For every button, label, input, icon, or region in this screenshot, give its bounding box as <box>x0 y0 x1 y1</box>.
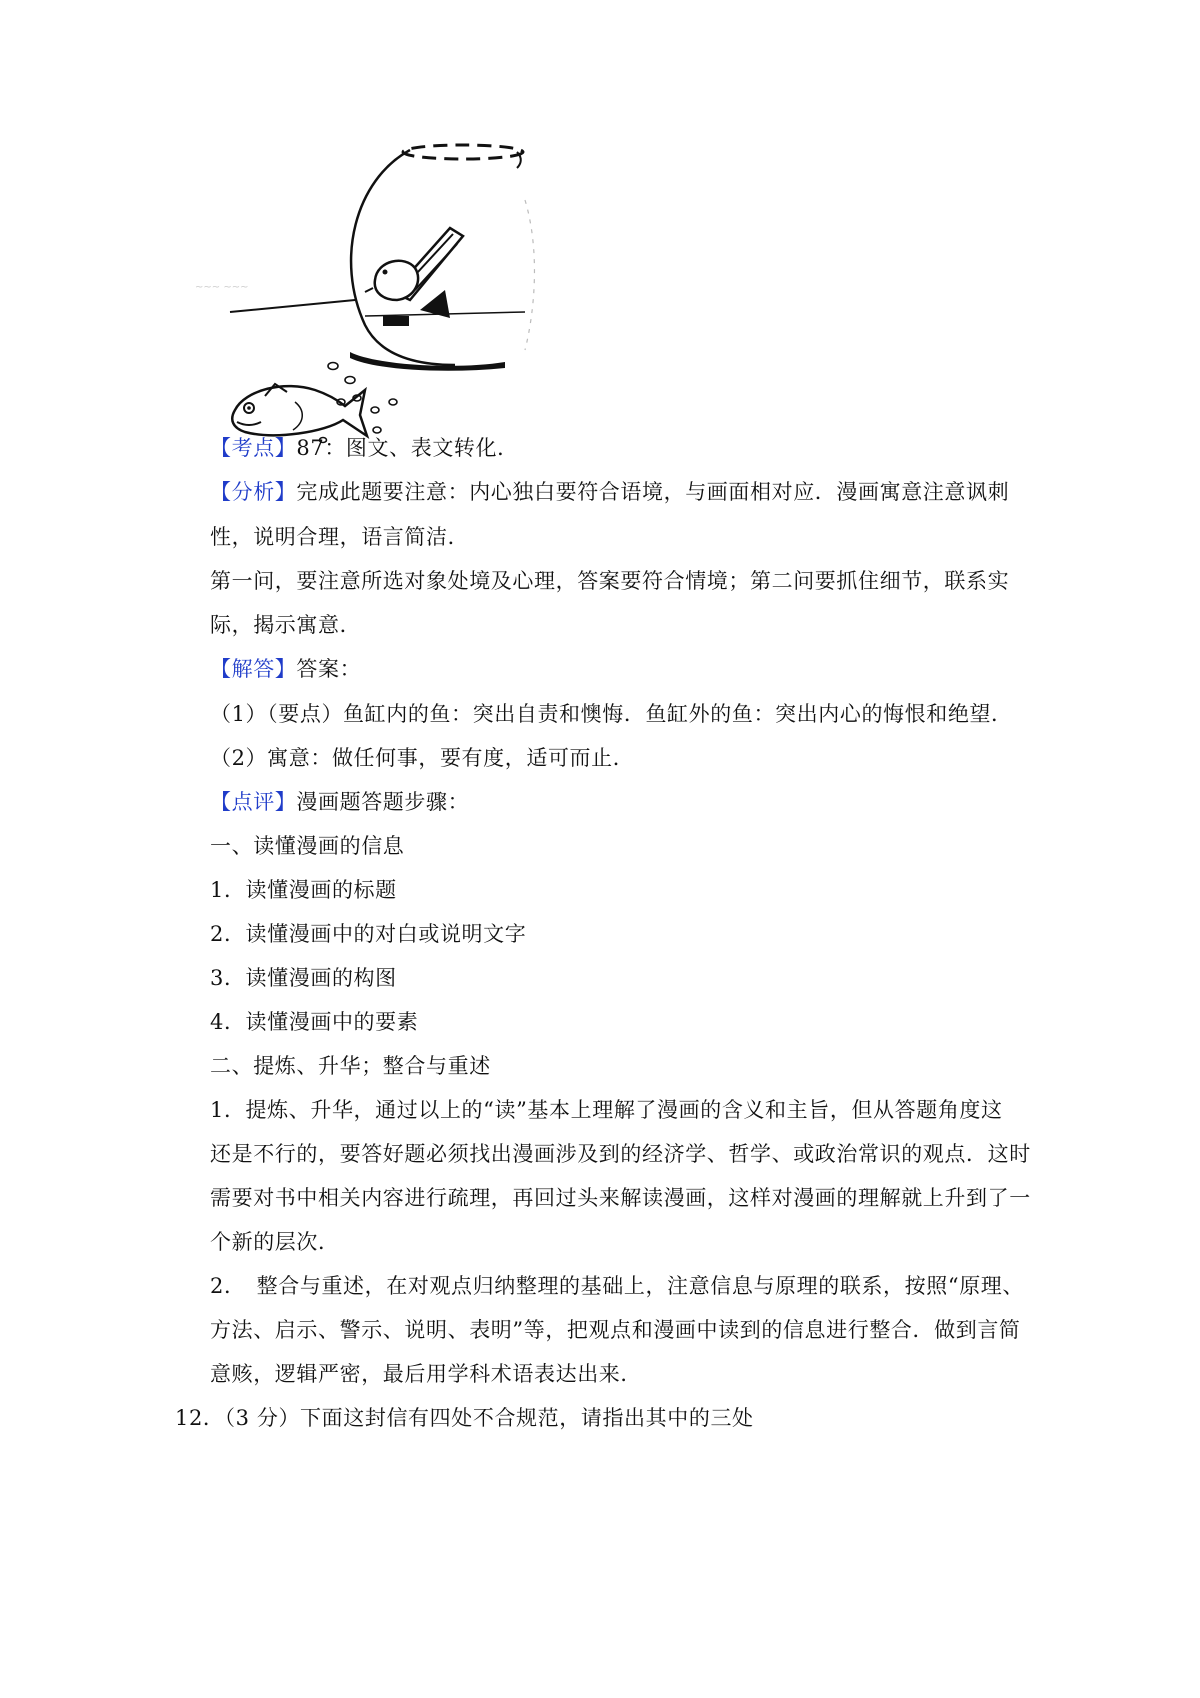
jieda-tag: 【解答】 <box>210 657 297 681</box>
dianping-heading-2: 二、提炼、升华；整合与重述 <box>210 1054 491 1078</box>
dianping-step-3: 3．读懂漫画的构图 <box>210 966 397 990</box>
dianping-line <box>210 788 469 816</box>
question-12: 12．（3 分）下面这封信有四处不合规范，请指出其中的三处 <box>175 1406 754 1430</box>
dianping-para-1-line-4: 个新的层次． <box>210 1230 340 1254</box>
dianping-para-2-line-2: 方法、启示、警示、说明、表明”等，把观点和漫画中读到的信息进行整合．做到言简 <box>210 1318 1021 1342</box>
dianping-step-4: 4．读懂漫画中的要素 <box>210 1010 419 1034</box>
fenxi-line-4: 际，揭示寓意． <box>210 613 362 637</box>
fenxi-line-1 <box>210 478 1009 506</box>
fishbowl-cartoon-icon <box>195 140 675 458</box>
jieda-item-1: （1）（要点）鱼缸内的鱼：突出自责和懊悔．鱼缸外的鱼：突出内心的悔恨和绝望． <box>210 702 1013 726</box>
dianping-para-1-line-3: 需要对书中相关内容进行疏理，再回过头来解读漫画，这样对漫画的理解就上升到了一 <box>210 1186 1031 1210</box>
kaodian-tag: 【考点】 <box>210 436 297 460</box>
kaodian-text: 87：图文、表文转化． <box>296 436 519 460</box>
svg-text:~~~ ~~~: ~~~ ~~~ <box>195 282 249 293</box>
fenxi-line-3: 第一问，要注意所选对象处境及心理，答案要符合情境；第二问要抓住细节，联系实 <box>210 569 1010 593</box>
dianping-heading-1: 一、读懂漫画的信息 <box>210 834 405 858</box>
fenxi-line-2: 性，说明合理，语言简洁． <box>210 525 470 549</box>
dianping-text: 漫画题答题步骤： <box>296 790 470 814</box>
jieda-item-2: （2）寓意：做任何事，要有度，适可而止． <box>210 746 635 770</box>
dianping-para-1-line-1: 1．提炼、升华，通过以上的“读”基本上理解了漫画的含义和主旨，但从答题角度这 <box>210 1098 1003 1122</box>
dianping-step-1: 1．读懂漫画的标题 <box>210 878 397 902</box>
dianping-para-2-line-1: 2． 整合与重述，在对观点归纳整理的基础上，注意信息与原理的联系，按照“原理、 <box>210 1274 1024 1298</box>
fenxi-text-1: 完成此题要注意：内心独白要符合语境，与画面相对应．漫画寓意注意讽刺 <box>296 480 1010 504</box>
kaodian-line <box>210 434 519 462</box>
dianping-para-2-line-3: 意赅，逻辑严密，最后用学科术语表达出来． <box>210 1362 642 1386</box>
dianping-para-1-line-2: 还是不行的，要答好题必须找出漫画涉及到的经济学、哲学、或政治常识的观点．这时 <box>210 1142 1031 1166</box>
fenxi-tag: 【分析】 <box>210 480 297 504</box>
dianping-step-2: 2．读懂漫画中的对白或说明文字 <box>210 922 527 946</box>
jieda-line <box>210 655 361 683</box>
jieda-text: 答案： <box>296 657 362 681</box>
dianping-tag: 【点评】 <box>210 790 297 814</box>
